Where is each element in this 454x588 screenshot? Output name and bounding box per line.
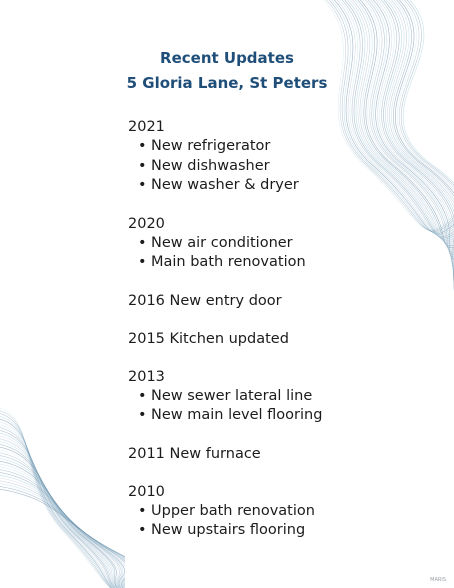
list-item-text: New sewer lateral line: [151, 387, 313, 404]
bullet-icon: •: [138, 157, 147, 174]
wave-line: [0, 472, 125, 588]
wave-line: [0, 453, 120, 588]
wave-line: [0, 484, 125, 588]
year-note: New entry door: [169, 292, 282, 309]
wave-line: [0, 414, 111, 588]
bullet-icon: •: [138, 138, 147, 154]
year-label: 2010: [128, 483, 165, 500]
year-block-2016: [128, 291, 428, 311]
bullet-icon: •: [138, 522, 147, 538]
bullet-icon: •: [138, 177, 147, 193]
wave-line: [0, 450, 118, 588]
wave-line: [0, 461, 125, 588]
year-heading: [128, 291, 428, 311]
wave-line: [0, 486, 125, 588]
list-item: [138, 387, 428, 407]
year-heading: [128, 444, 428, 464]
list-item-text: New dishwasher: [151, 157, 270, 174]
list-item: [138, 137, 428, 157]
wave-line: [0, 433, 115, 588]
wave-line: [0, 422, 113, 588]
wave-line: [0, 428, 114, 588]
year-heading: [128, 117, 428, 137]
wave-line: [0, 442, 117, 588]
list-item-text: New refrigerator: [151, 138, 271, 154]
year-block-2015: [128, 329, 428, 349]
wave-line: [0, 411, 111, 588]
list-item-text: Main bath renovation: [151, 254, 306, 270]
list-item: [138, 502, 428, 522]
wave-line: [0, 489, 125, 588]
wave-lines-bottom-left: [0, 388, 125, 588]
year-label: 2011: [128, 445, 165, 462]
wave-line: [0, 481, 125, 588]
list-item-text: New upstairs flooring: [151, 522, 306, 538]
year-label: 2015: [128, 330, 165, 347]
list-item: [138, 176, 428, 196]
list-item-text: New washer & dryer: [151, 177, 299, 193]
bullet-icon: •: [138, 387, 147, 404]
list-item-text: New main level flooring: [151, 407, 323, 423]
updates-list: [128, 117, 428, 559]
year-heading: [128, 214, 428, 234]
wave-line: [0, 419, 112, 588]
bullet-icon: •: [138, 407, 147, 423]
year-label: 2013: [128, 368, 165, 385]
wave-line: [0, 425, 113, 588]
year-label: 2021: [128, 119, 165, 135]
wave-line: [0, 467, 125, 588]
year-heading: [128, 367, 428, 387]
list-item: [138, 157, 428, 177]
wave-line: [0, 439, 116, 588]
year-note: New furnace: [169, 445, 261, 462]
update-items: [128, 234, 428, 273]
wave-line: [0, 408, 110, 588]
bullet-icon: •: [138, 502, 147, 519]
wave-line: [0, 444, 117, 588]
year-block-2013: [128, 367, 428, 426]
list-item-text: Upper bath renovation: [151, 502, 315, 519]
page-title: Recent Updates: [160, 49, 294, 67]
wave-line: [0, 436, 116, 588]
watermark: MARIS: [430, 577, 446, 583]
wave-line: [0, 447, 118, 588]
list-item: [138, 234, 428, 254]
update-items: [128, 502, 428, 541]
wave-line: [0, 478, 125, 588]
year-block-2021: [128, 117, 428, 196]
year-block-2020: [128, 214, 428, 273]
property-address: 5 Gloria Lane, St Peters: [126, 74, 328, 92]
wave-line: [0, 456, 121, 588]
wave-line: [0, 470, 125, 588]
wave-line: [0, 416, 112, 588]
year-block-2011: [128, 444, 428, 464]
bullet-icon: •: [138, 234, 147, 251]
wave-line: [0, 464, 125, 588]
list-item: [138, 406, 428, 426]
bullet-icon: •: [138, 254, 147, 270]
year-block-2010: [128, 482, 428, 541]
year-label: 2020: [128, 215, 165, 232]
list-item: [138, 521, 428, 541]
wave-line: [0, 430, 114, 588]
update-items: [128, 137, 428, 196]
list-item: [138, 253, 428, 273]
wave-line: [0, 475, 125, 588]
year-heading: [128, 482, 428, 502]
year-note: Kitchen updated: [169, 330, 289, 347]
wave-line: [0, 458, 123, 588]
year-heading: [128, 329, 428, 349]
year-label: 2016: [128, 292, 165, 309]
update-items: [128, 387, 428, 426]
list-item-text: New air conditioner: [151, 234, 293, 251]
